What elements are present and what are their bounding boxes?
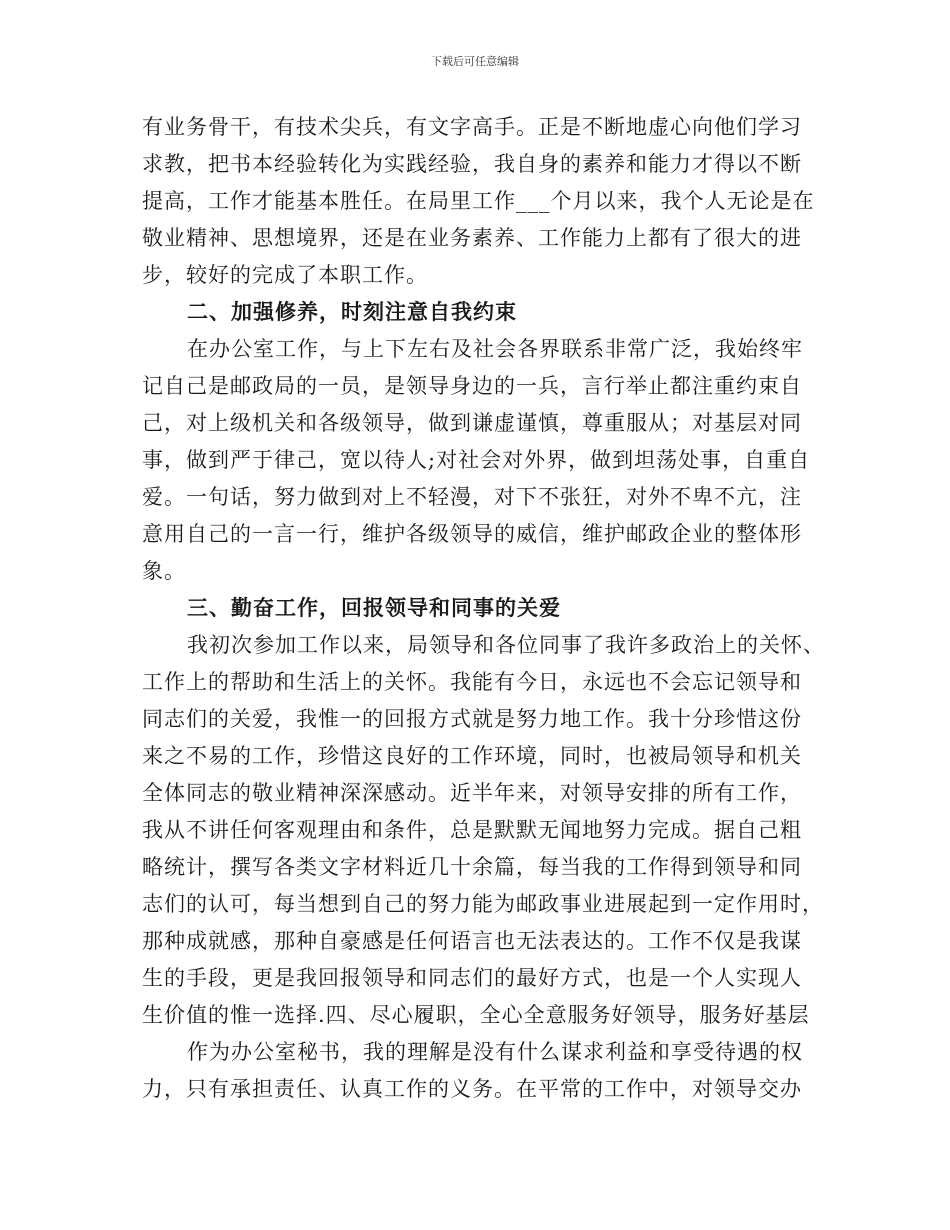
text-line: 我从不讲任何客观理由和条件，总是默默无闻地努力完成。据自己粗 [142,818,802,842]
text-line: 我初次参加工作以来，局领导和各位同事了我许多政治上的关怀、 [187,633,825,657]
text-line: 爱。一句话，努力做到对上不轻漫，对下不张狂，对外不卑不亢，注 [142,485,802,509]
text-line: 生价值的惟一选择.四、尽心履职，全心全意服务好领导，服务好基层 [142,1003,810,1027]
text-line: 记自己是邮政局的一员，是领导身边的一兵，言行举止都注重约束自 [142,374,802,398]
text-line: 来之不易的工作，珍惜这良好的工作环境，同时，也被局领导和机关 [142,744,802,768]
text-line: 全体同志的敬业精神深深感动。近半年来，对领导安排的所有工作， [142,781,802,805]
page-header: 下载后可任意编辑 [431,55,519,68]
text-line: 求教，把书本经验转化为实践经验，我自身的素养和能力才得以不断 [142,152,802,176]
text-line: 敬业精神、思想境界，还是在业务素养、工作能力上都有了很大的进 [142,226,802,250]
text-line: 工作上的帮助和生活上的关怀。我能有今日，永远也不会忘记领导和 [142,670,802,694]
text-line: 生的手段，更是我回报领导和同志们的最好方式，也是一个人实现人 [142,966,802,990]
text-line: 己，对上级机关和各级领导，做到谦虚谨慎，尊重服从；对基层对同 [142,411,802,435]
text-line: 同志们的关爱，我惟一的回报方式就是努力地工作。我十分珍惜这份 [142,707,802,731]
text-line: 事，做到严于律己，宽以待人;对社会对外界，做到坦荡处事，自重自 [142,448,811,472]
section-heading-2: 二、加强修养，时刻注意自我约束 [187,300,517,324]
text-line: 力，只有承担责任、认真工作的义务。在平常的工作中，对领导交办 [142,1077,802,1101]
text-line: 有业务骨干，有技术尖兵，有文字高手。正是不断地虚心向他们学习 [142,115,802,139]
text-line: 略统计，撰写各类文字材料近几十余篇，每当我的工作得到领导和同 [142,855,802,879]
text-line: 那种成就感，那种自豪感是任何语言也无法表达的。工作不仅是我谋 [142,929,802,953]
text-line: 在办公室工作，与上下左右及社会各界联系非常广泛，我始终牢 [187,337,803,361]
text-line: 作为办公室秘书，我的理解是没有什么谋求利益和享受待遇的权 [187,1040,803,1064]
text-line: 步，较好的完成了本职工作。 [142,263,428,287]
text-line: 意用自己的一言一行，维护各级领导的威信，维护邮政企业的整体形 [142,522,802,546]
section-heading-3: 三、勤奋工作，回报领导和同事的关爱 [187,596,561,620]
text-line: 志们的认可，每当想到自己的努力能为邮政事业进展起到一定作用时， [142,892,824,916]
text-line: 象。 [142,559,186,583]
text-line: 提高，工作才能基本胜任。在局里工作___个月以来，我个人无论是在 [142,189,815,213]
